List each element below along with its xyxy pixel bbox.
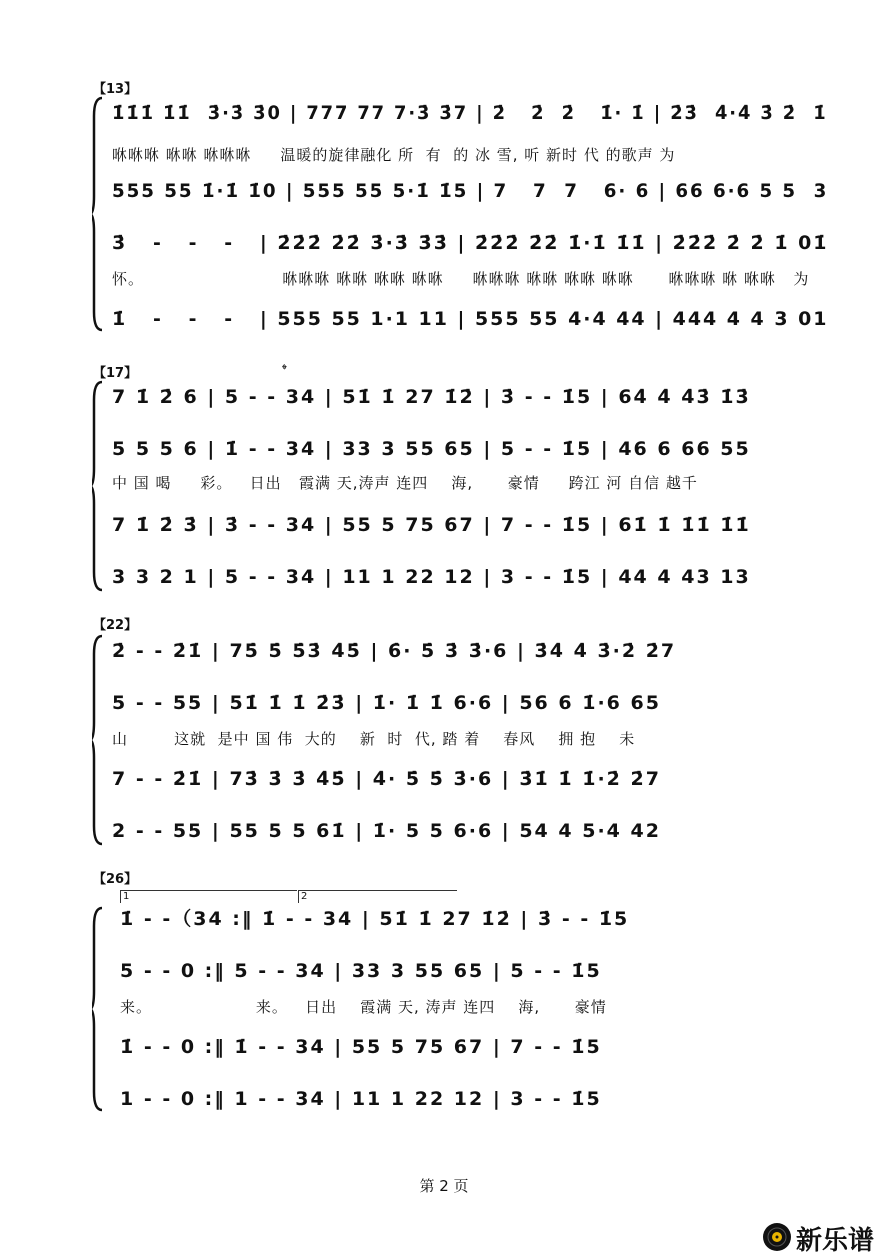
notes: 1̇ - - 0 :‖ 1̇ - - 34 | 55 5 75 67 | 7 - - 1̇5 xyxy=(120,1036,602,1058)
row-soprano xyxy=(112,382,828,416)
vinyl-record-icon xyxy=(762,1222,792,1256)
system-brace xyxy=(92,380,104,592)
notes: 5 - - 0 :‖ 5 - - 34 | 33 3 55 65 | 5 - - 1̇5 xyxy=(120,960,602,982)
row-alto xyxy=(112,434,828,468)
row-bass xyxy=(112,816,828,850)
logo-text: 新乐谱 xyxy=(795,1226,874,1256)
row-tenor xyxy=(112,1032,828,1066)
site-logo[interactable] xyxy=(762,1220,874,1257)
notes: 1̇ - -（34 :‖ 1̇ - - 34 | 51̇ 1̇ 27 1̇2̇ | 3̇ - - 1̇5 xyxy=(120,908,630,930)
notes: 1̇ - - - | 555 55 1·1 11 | 555 55 4·4 44 | 444 4 4 3 01 xyxy=(112,308,829,330)
row-tenor xyxy=(112,510,828,544)
volta-2: 2 xyxy=(298,890,457,903)
notes: 1 - - 0 :‖ 1 - - 34 | 11 1 22 12 | 3 - - 1̇5 xyxy=(120,1088,602,1110)
notes: 5 5 5 6 | 1̇ - - 34 | 33 3 55 65 | 5 - - 1̇5 | 46 6 66 55 xyxy=(112,438,751,460)
row-bass xyxy=(112,562,828,596)
system-brace xyxy=(92,96,104,332)
row-tenor xyxy=(112,764,828,798)
page-number: 第 2 页 xyxy=(419,1177,469,1195)
lyric-line: 来。 来。 日出 霞满 天, 涛声 连四 海, 豪情 xyxy=(120,998,607,1016)
notes: 2 - - 55 | 55 5 5 61̇ | 1̇· 5 5 6·6 | 54 4 5·4 42 xyxy=(112,820,661,842)
notes: 7 1̇ 2̇ 3̇ | 3̇ - - 34 | 55 5 75 67 | 7 - - 1̇5 | 61̇ 1̇ 1̇1̇ 1̇1̇ xyxy=(112,514,751,536)
row-bass xyxy=(112,1084,828,1118)
notes: 1̇1̇1̇ 1̇1̇ 3̇·3̇ 3̇0 | 777 77 7·3̇ 3̇7 | 2̇ 2̇ 2̇ 1̇· 1̇ | 2̇3̇ 4̇·4̇ 3̇ 2̇ 1̇ xyxy=(112,102,828,124)
row-alto xyxy=(112,176,828,210)
row-soprano xyxy=(112,98,828,132)
lyric-line: 怀。 咻咻咻 咻咻 咻咻 咻咻 咻咻咻 咻咻 咻咻 咻咻 咻咻咻 咻 咻咻 为 xyxy=(112,270,810,288)
row-alto xyxy=(112,688,828,722)
notes: 7 - - 2̇1̇ | 73̇ 3̇ 3̇ 4̇5̇ | 4̇· 5̇ 5̇ 3̇·6 | 3̇1̇ 1̇ 1̇·2̇ 2̇7 xyxy=(112,768,661,790)
notes: 3 3 2 1 | 5 - - 34 | 11 1 22 12 | 3 - - 1̇5 | 44 4 43 13 xyxy=(112,566,751,588)
notes: 2̇ - - 2̇1̇ | 75̇ 5̇ 5̇3̇ 4̇5̇ | 6̇· 5̇ 3̇ 3̇·6 | 3̇4̇ 4̇ 3̇·2̇ 2̇7 xyxy=(112,640,677,662)
system-brace xyxy=(92,906,104,1112)
notes: 7 1̇ 2̇ 6 | 5 - - 34 | 51̇ 1̇ 27 1̇2̇ | 3̇ - - 1̇5 | 64̇ 4̇ 4̇3̇ 1̇3̇ xyxy=(112,386,751,408)
row-soprano xyxy=(112,636,828,670)
system-label: 【13】 xyxy=(93,82,138,97)
lyric-line: 咻咻咻 咻咻 咻咻咻 温暖的旋律融化 所 有 的 冰 雪, 听 新时 代 的歌声 为 xyxy=(112,146,676,164)
system-label: 【26】 xyxy=(93,872,138,887)
volta-1: 1 xyxy=(120,890,297,903)
system-label: 【17】 xyxy=(93,366,138,381)
notes: 3̇ - - - | 2̇2̇2̇ 2̇2̇ 3̇·3̇ 3̇3̇ | 2̇2̇2̇ 2̇2̇ 1̇·1̇ 1̇1̇ | 2̇2̇2̇ 2̇ 2̇ 1̇ 01̇ xyxy=(112,232,829,254)
segno-icon: 𝄌 xyxy=(282,362,287,378)
row-soprano xyxy=(112,904,828,938)
row-alto xyxy=(112,956,828,990)
system-brace xyxy=(92,634,104,846)
row-bass xyxy=(112,304,828,338)
system-label: 【22】 xyxy=(93,618,138,633)
lyric-line: 山 这就 是中 国 伟 大的 新 时 代, 踏 着 春风 拥 抱 未 xyxy=(112,730,636,748)
lyric-line: 中 国 喝 彩。 日出 霞满 天,涛声 连四 海, 豪情 跨江 河 自信 越千 xyxy=(112,474,698,492)
notes: 5 - - 55 | 51̇ 1̇ 1̇ 2̇3̇ | 1̇· 1̇ 1̇ 6·6 | 56 6 1̇·6 65 xyxy=(112,692,661,714)
row-tenor xyxy=(112,228,828,262)
notes: 555 55 1̇·1̇ 1̇0 | 555 55 5·1̇ 1̇5 | 7 7 7 6· 6 | 66 6·6 5 5 3 xyxy=(112,180,829,202)
